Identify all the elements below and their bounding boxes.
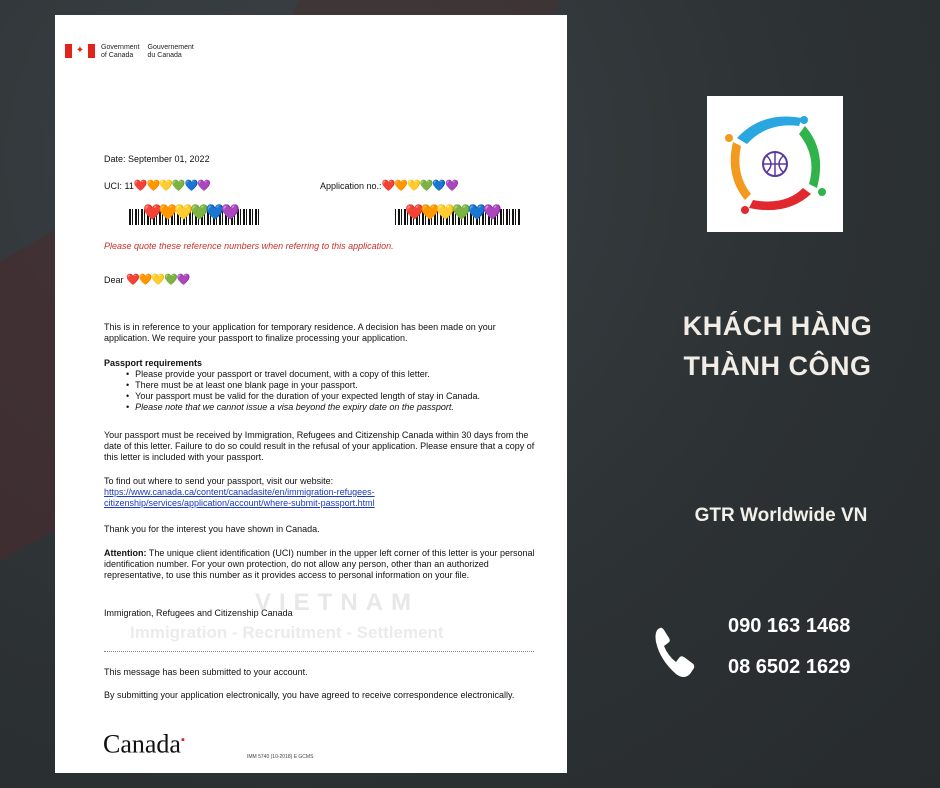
attention-label: Attention: xyxy=(104,548,147,558)
paragraph-submitted: This message has been submitted to your account. xyxy=(104,667,308,677)
requirement-item: • There must be at least one blank page in your passport. xyxy=(126,380,544,391)
signature-department: Immigration, Refugees and Citizenship Canada xyxy=(104,608,293,618)
paragraph-thanks: Thank you for the interest you have shown in Canada. xyxy=(104,524,320,534)
headline xyxy=(660,306,895,386)
gov-name-en: Government of Canada xyxy=(101,44,140,59)
wordmark-flag-icon: ▪ xyxy=(180,734,185,746)
paragraph-website xyxy=(104,476,554,509)
name-redaction: ❤️🧡💛💚💜 xyxy=(126,274,190,286)
requirement-item: • Please note that we cannot issue a visa beyond the expiry date on the passport. xyxy=(126,402,544,413)
phone-number-1[interactable]: 090 163 1468 xyxy=(728,615,851,637)
paragraph-deadline: Your passport must be received by Immigration, Refugees and Citizenship Canada within 30 days from the date of this letter. Failure to do so could result in the refusal of your application. Please ensure that a copy of this letter is included with your passport. xyxy=(104,430,535,462)
visa-letter xyxy=(55,15,567,773)
appno-redaction: ❤️🧡💛💚💙💜 xyxy=(381,180,458,192)
canada-wordmark xyxy=(103,729,185,759)
reference-notice: Please quote these reference numbers when referring to this application. xyxy=(104,241,394,251)
attention-text: The unique client identification (UCI) number in the upper left corner of this letter is your personal identification number. For your own protection, do not allow any person, other than an authorized representative, to use this number as it provides access to personal information on your file. xyxy=(104,548,535,580)
requirement-item: • Your passport must be valid for the duration of your expected length of stay in Canada. xyxy=(126,391,544,402)
paragraph-consent: By submitting your application electronically, you have agreed to receive correspondence electronically. xyxy=(104,690,515,700)
government-header xyxy=(65,44,194,60)
form-number: IMM 5740 (10-2018) E GCMS xyxy=(247,754,314,760)
uci-field xyxy=(104,181,210,192)
phone-number-2[interactable]: 08 6502 1629 xyxy=(728,656,851,678)
website-link[interactable]: https://www.canada.ca/content/canadasite/en/immigration-refugees-citizenship/services/application/account/where-submit-passport.html xyxy=(104,487,375,508)
uci-label: UCI: 11 xyxy=(104,181,134,191)
headline-line1: KHÁCH HÀNG xyxy=(682,311,873,341)
website-text: To find out where to send your passport, visit our website: xyxy=(104,476,334,486)
canada-flag-icon: ✦ xyxy=(65,44,95,58)
paragraph-attention xyxy=(104,548,544,581)
phone-icon xyxy=(652,624,696,685)
requirement-item: • Please provide your passport or travel document, with a copy of this letter. xyxy=(126,369,544,380)
divider xyxy=(104,651,534,652)
passport-requirements xyxy=(104,358,544,413)
appno-label: Application no.: xyxy=(320,181,382,191)
barcode-redaction-right: ❤️🧡💛💚💙💜 xyxy=(405,204,500,221)
gov-name-fr: Gouvernement du Canada xyxy=(147,44,194,59)
requirements-heading: Passport requirements xyxy=(104,358,203,368)
salutation xyxy=(104,275,190,286)
watermark-tagline: Immigration - Recruitment - Settlement xyxy=(130,623,444,642)
company-logo-icon xyxy=(707,96,843,232)
salutation-text: Dear xyxy=(104,275,124,285)
application-number-field xyxy=(320,181,458,192)
uci-redaction: ❤️🧡💛💚💙💜 xyxy=(133,180,211,192)
company-name: GTR Worldwide VN xyxy=(694,505,868,526)
company-logo xyxy=(707,96,843,232)
headline-line2: THÀNH CÔNG xyxy=(683,351,872,381)
wordmark-text: Canada xyxy=(103,729,181,759)
watermark-vietnam: VIETNAM xyxy=(255,589,419,616)
letter-date: Date: September 01, 2022 xyxy=(104,154,210,164)
barcode-redaction-left: ❤️🧡💛💚💙💜 xyxy=(143,204,238,221)
paragraph-intro: This is in reference to your application for temporary residence. A decision has been made on your application. We require your passport to finalize processing your application. xyxy=(104,322,496,343)
